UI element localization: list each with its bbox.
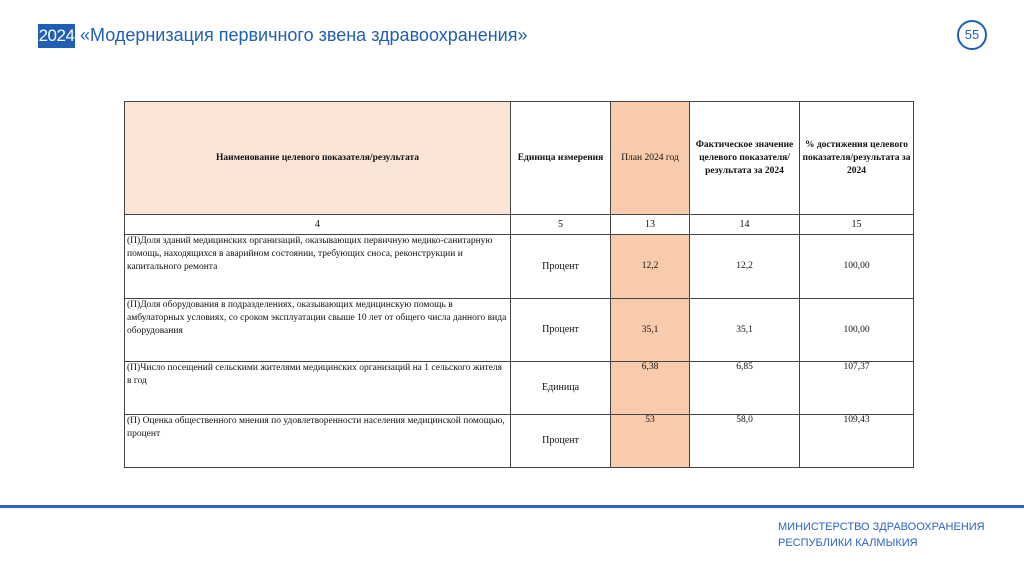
- page-title: «Модернизация первичного звена здравоохранения»: [80, 25, 528, 45]
- table-row: [125, 298, 914, 361]
- indicator-fact: 35,1: [690, 298, 800, 361]
- table-row: [125, 414, 914, 467]
- indicator-fact: 58,0: [690, 414, 800, 467]
- indicator-plan: 35,1: [611, 298, 690, 361]
- indicator-plan: 53: [611, 414, 690, 467]
- indicator-fact: 6,85: [690, 361, 800, 414]
- indicator-name: (П)Доля зданий медицинских организаций, оказывающих первичную медико-санитарную помощь, находящихся в аварийном состоянии, требующих сноса, реконструкции и капитального ремонта: [125, 235, 511, 298]
- indicator-percent: 107,37: [800, 361, 914, 414]
- indicator-plan: 12,2: [611, 235, 690, 298]
- page-number: 55: [957, 20, 987, 50]
- indicator-plan: 6,38: [611, 361, 690, 414]
- indicator-name: (П)Доля оборудования в подразделениях, оказывающих медицинскую помощь в амбулаторных условиях, со сроком эксплуатации свыше 10 лет от общего числа данного вида оборудования: [125, 298, 511, 361]
- column-header-unit: Единица измерения: [511, 102, 611, 215]
- indicator-name: (П) Оценка общественного мнения по удовлетворенности населения медицинской помощью, процент: [125, 414, 511, 467]
- column-number: 15: [800, 215, 914, 235]
- ministry-label: МИНИСТЕРСТВО ЗДРАВООХРАНЕНИЯ РЕСПУБЛИКИ КАЛМЫКИЯ: [778, 521, 985, 549]
- indicator-unit: Процент: [511, 414, 611, 467]
- column-number: 13: [611, 215, 690, 235]
- indicator-unit: Единица: [511, 361, 611, 414]
- indicator-name: (П)Число посещений сельскими жителями медицинских организаций на 1 сельского жителя в год: [125, 361, 511, 414]
- indicator-unit: Процент: [511, 298, 611, 361]
- table-row: [125, 235, 914, 298]
- indicator-percent: 109,43: [800, 414, 914, 467]
- column-number: 5: [511, 215, 611, 235]
- column-number-row: [125, 215, 914, 235]
- indicators-table: [124, 101, 914, 468]
- column-header-plan: План 2024 год: [611, 102, 690, 215]
- column-header-percent: % достижения целевого показателя/результата за 2024: [800, 102, 914, 215]
- column-number: 4: [125, 215, 511, 235]
- table-header-row: [125, 102, 914, 215]
- year-badge: 2024: [38, 24, 75, 48]
- column-number: 14: [690, 215, 800, 235]
- indicator-percent: 100,00: [800, 298, 914, 361]
- indicator-unit: Процент: [511, 235, 611, 298]
- footer-divider: [0, 505, 1024, 508]
- indicator-fact: 12,2: [690, 235, 800, 298]
- table-row: [125, 361, 914, 414]
- column-header-fact: Фактическое значение целевого показателя/результата за 2024: [690, 102, 800, 215]
- indicator-percent: 100,00: [800, 235, 914, 298]
- column-header-name: Наименование целевого показателя/результата: [125, 102, 511, 215]
